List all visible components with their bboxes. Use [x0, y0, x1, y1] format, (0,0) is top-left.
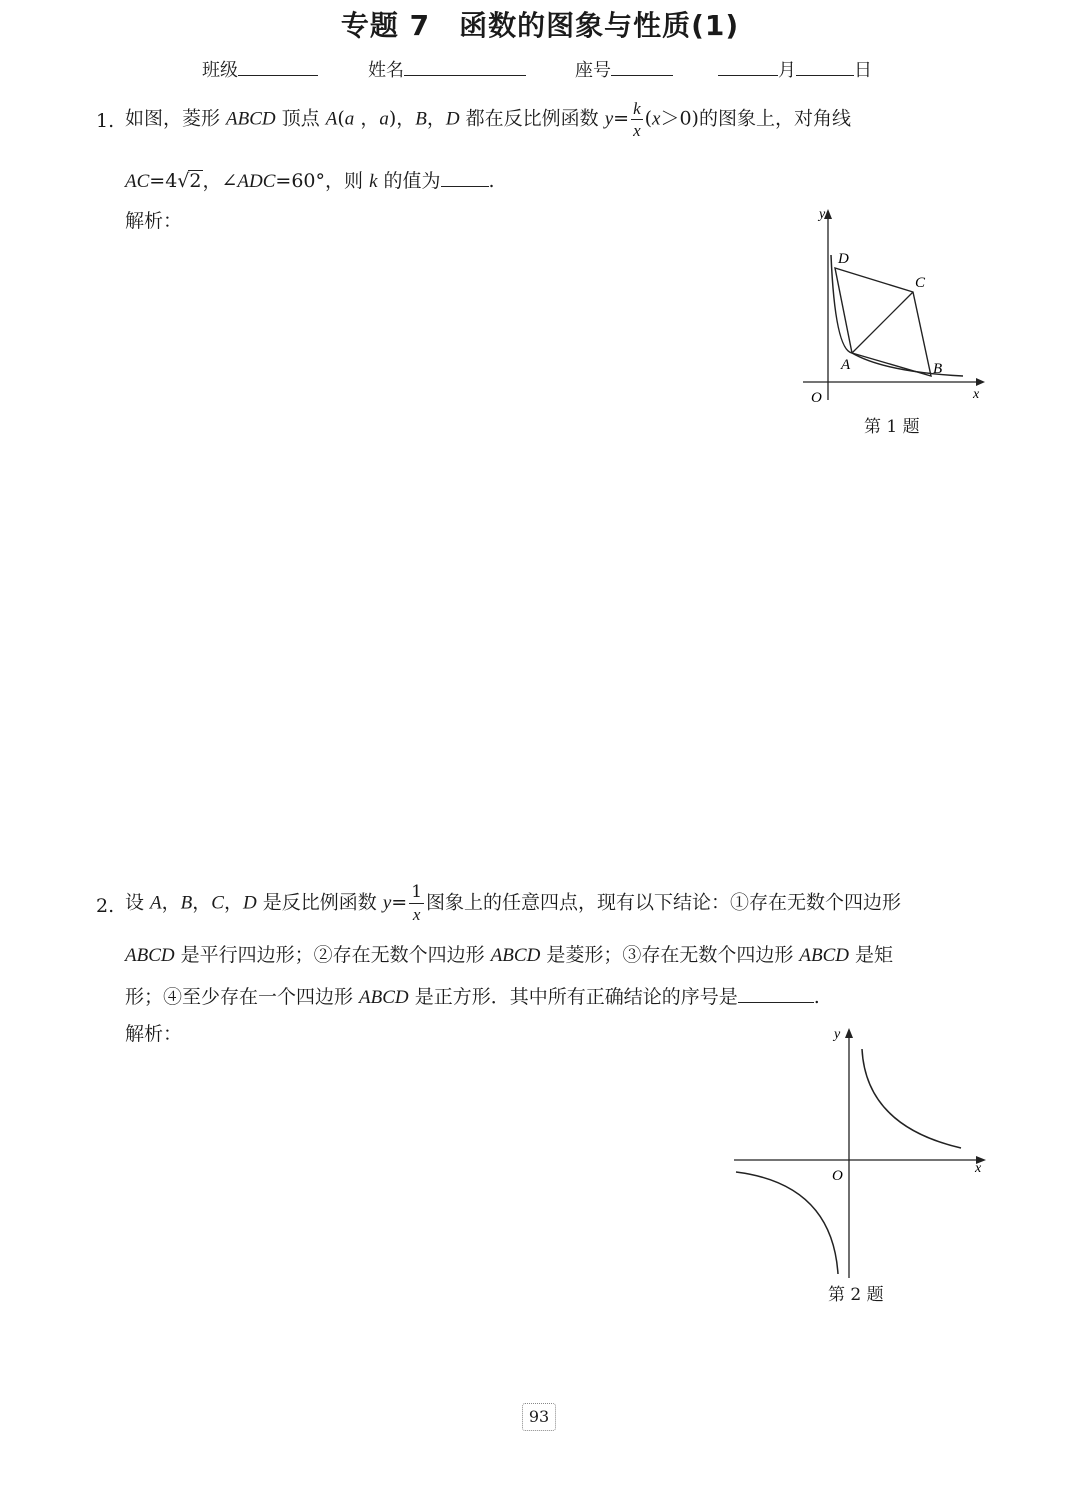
q1-text: =4 — [149, 170, 178, 192]
q2-point: B — [180, 892, 193, 914]
q2-figure-caption: 第 2 题 — [828, 1285, 884, 1305]
q1-var: a — [379, 108, 389, 130]
y-label: y — [834, 1027, 841, 1042]
q2-text: ， — [192, 891, 212, 914]
q2-text: 是正方形．其中所有正确结论的序号是 — [408, 986, 738, 1008]
q2-frac-den: x — [412, 905, 421, 924]
page-title: 专题 7 函数的图象与性质(1) — [340, 9, 740, 42]
q2-text: 图象上的任意四点，现有以下结论：①存在无数个四边形 — [426, 891, 902, 914]
q1-text: 的图象上，对角线 — [698, 107, 851, 130]
q1-text: 顶点 — [275, 107, 326, 130]
class-label: 班级 — [202, 60, 238, 81]
q2-figure — [728, 1016, 998, 1280]
q2-text: = — [391, 891, 408, 914]
q1-text: )， — [388, 107, 416, 130]
q2-text: 是反比例函数 — [256, 891, 383, 914]
q1-text: 如图，菱形 — [125, 107, 227, 130]
q1-frac-num: k — [633, 99, 641, 118]
page-number: 93 — [522, 1403, 556, 1431]
q1-figure-caption: 第 1 题 — [864, 417, 920, 437]
name-field — [368, 56, 526, 82]
q1-var: ADC — [237, 171, 276, 192]
q1-fraction — [631, 100, 643, 139]
x-axis-arrow — [976, 378, 985, 386]
point-c-label: C — [915, 275, 926, 291]
q2-frac-num: 1 — [411, 882, 423, 902]
class-blank — [238, 57, 318, 76]
q1-line-1 — [125, 100, 851, 139]
q2-solution-label: 解析： — [125, 1023, 183, 1045]
q2-text: 设 — [125, 891, 151, 914]
seat-field — [575, 56, 673, 82]
q2-answer-blank — [738, 984, 814, 1003]
q2-text: ， — [161, 891, 181, 914]
origin-label: O — [832, 1168, 843, 1184]
point-d-label: D — [838, 251, 849, 267]
q2-text: 形；④至少存在一个四边形 — [125, 986, 360, 1008]
month-label: 月 — [778, 60, 796, 81]
y-label: y — [819, 207, 826, 222]
q2-text: 是矩 — [849, 944, 894, 966]
q1-var: k — [369, 171, 378, 192]
seat-blank — [611, 57, 673, 76]
q1-text: 的值为 — [377, 170, 441, 192]
q1-sqrt-value: 2 — [189, 170, 202, 192]
q2-number: 2. — [96, 895, 115, 917]
q1-var: x — [652, 108, 661, 130]
q2-text: . — [813, 986, 820, 1008]
q1-text: = — [613, 107, 630, 130]
q1-text: ， — [354, 107, 380, 130]
q1-solution-label: 解析： — [125, 210, 183, 232]
diagonal-ac — [852, 292, 913, 353]
q2-point: D — [243, 892, 257, 914]
q2-line-2 — [125, 944, 893, 968]
q2-var: ABCD — [490, 945, 541, 966]
q2-var: ABCD — [799, 945, 850, 966]
hyperbola-branch-q3 — [736, 1172, 838, 1274]
q1-number: 1. — [96, 110, 115, 132]
q1-figure — [795, 200, 995, 410]
q1-point: B — [415, 108, 427, 130]
q1-text: =60°，则 — [275, 170, 370, 192]
q2-point: A — [150, 892, 162, 914]
q2-var: ABCD — [125, 945, 175, 966]
name-label: 姓名 — [368, 60, 404, 81]
q1-frac-den: x — [633, 121, 641, 140]
month-blank — [718, 57, 778, 76]
q2-var: y — [382, 892, 392, 914]
q1-var: y — [604, 108, 614, 130]
q2-text: ， — [223, 891, 243, 914]
seat-label: 座号 — [575, 60, 611, 81]
q1-text: ， — [426, 107, 446, 130]
q1-text: ( — [644, 107, 653, 130]
day-label: 日 — [854, 60, 872, 81]
q2-var: ABCD — [359, 987, 409, 1008]
q1-text: ( — [337, 107, 345, 130]
q1-text: 都在反比例函数 — [459, 107, 605, 130]
origin-label: O — [811, 390, 822, 406]
q1-var: AC — [125, 171, 150, 192]
name-blank — [404, 57, 526, 76]
point-a-label: A — [841, 357, 851, 373]
y-axis-arrow — [845, 1028, 853, 1038]
sqrt-sign: √ — [177, 170, 190, 192]
q1-shape: ABCD — [226, 108, 276, 130]
date-field — [718, 56, 872, 82]
q2-text: 是平行四边形；②存在无数个四边形 — [174, 944, 491, 966]
q1-text: ，∠ — [202, 170, 238, 192]
q1-answer-blank — [441, 168, 489, 187]
class-field — [202, 56, 318, 82]
q2-fraction — [409, 884, 424, 923]
x-label: x — [975, 1161, 982, 1176]
q2-line-3 — [125, 984, 820, 1010]
point-b-label: B — [933, 361, 943, 377]
q1-text: ＞0) — [660, 107, 699, 130]
q2-point: C — [211, 892, 224, 914]
x-label: x — [973, 387, 980, 402]
q1-point: A — [325, 108, 338, 130]
day-blank — [796, 57, 854, 76]
q1-line-2 — [125, 168, 495, 194]
q2-line-1 — [125, 884, 901, 923]
hyperbola-branch-q1 — [862, 1049, 961, 1148]
q1-text: . — [488, 170, 495, 192]
q2-text: 是菱形；③存在无数个四边形 — [540, 944, 800, 966]
q1-point: D — [445, 108, 460, 130]
q1-var: a — [344, 108, 355, 130]
